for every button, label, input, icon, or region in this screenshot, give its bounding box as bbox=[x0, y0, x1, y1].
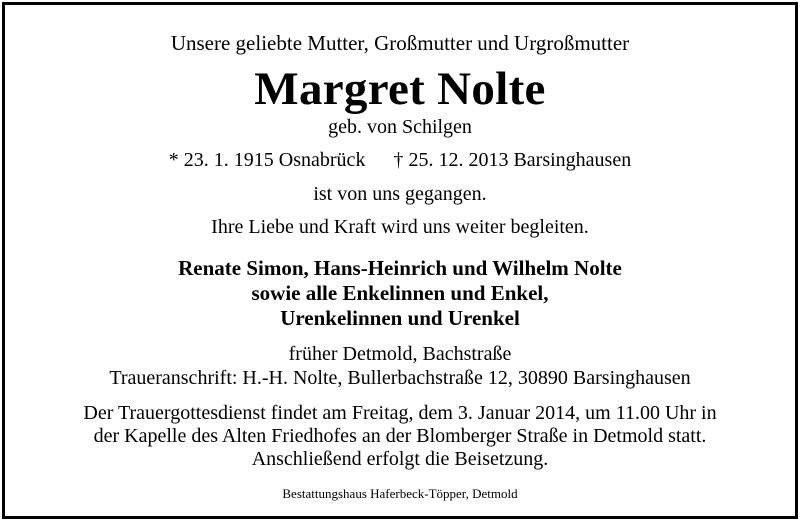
birth-name: geb. von Schilgen bbox=[328, 116, 472, 138]
service-line: Der Trauergottesdienst findet am Freitag, dem 3. Januar 2014, um 11.00 Uhr in bbox=[83, 402, 717, 424]
tribute-text: Ihre Liebe und Kraft wird uns weiter begleiten. bbox=[211, 216, 589, 238]
passed-text: ist von uns gegangen. bbox=[313, 183, 487, 205]
deceased-name: Margret Nolte bbox=[254, 63, 546, 115]
service-line: der Kapelle des Alten Friedhofes an der Blomberger Straße in Detmold statt. bbox=[93, 425, 707, 447]
mourning-address: Traueranschrift: H.-H. Nolte, Bullerbachstraße 12, 30890 Barsinghausen bbox=[109, 367, 691, 389]
undertaker-credit: Bestattungshaus Haferbeck-Töpper, Detmold bbox=[282, 486, 518, 501]
death-date: † 25. 12. 2013 Barsinghausen bbox=[393, 149, 632, 171]
birth-date: * 23. 1. 1915 Osnabrück bbox=[168, 149, 366, 171]
former-address: früher Detmold, Bachstraße bbox=[288, 343, 512, 365]
mourners-line: Urenkelinnen und Urenkel bbox=[280, 306, 520, 330]
intro-text: Unsere geliebte Mutter, Großmutter und Urgroßmutter bbox=[170, 31, 630, 55]
mourners-line: Renate Simon, Hans-Heinrich und Wilhelm Nolte bbox=[178, 256, 622, 280]
life-dates bbox=[0, 150, 800, 170]
service-line: Anschließend erfolgt die Beisetzung. bbox=[251, 448, 549, 470]
mourners-line: sowie alle Enkelinnen und Enkel, bbox=[251, 281, 549, 305]
